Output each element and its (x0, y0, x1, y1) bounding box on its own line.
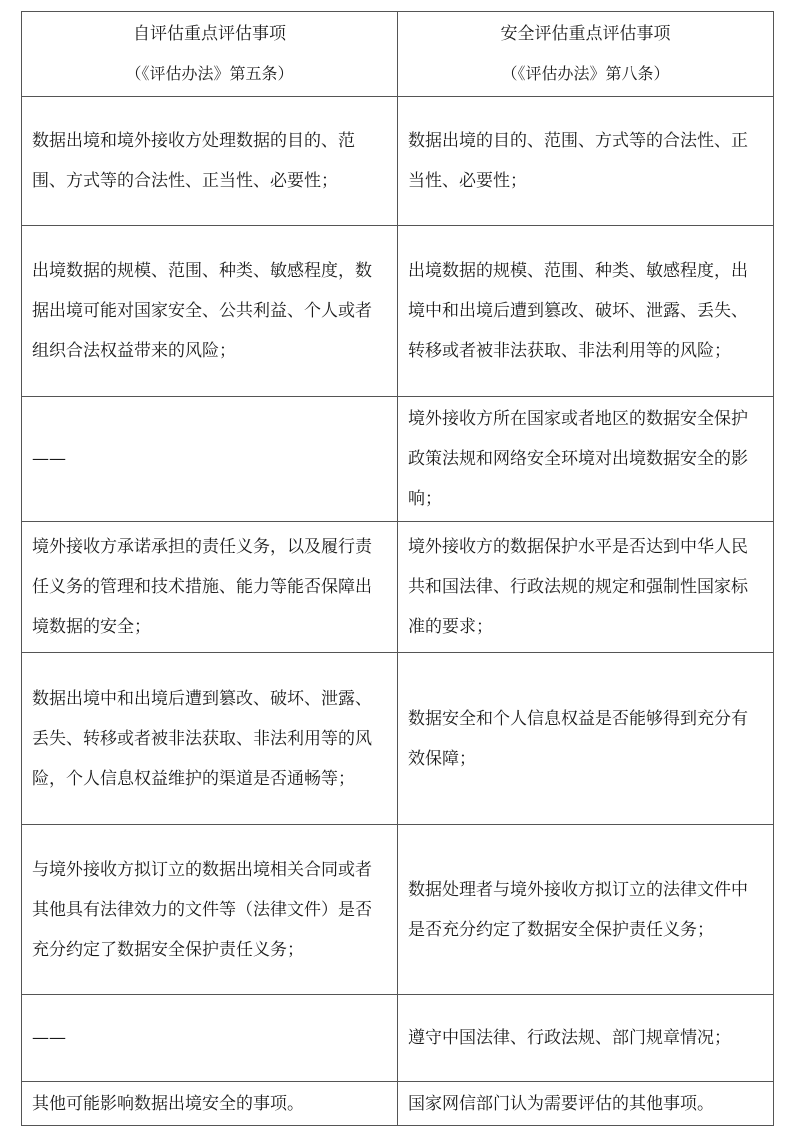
security-assessment-cell: 境外接收方的数据保护水平是否达到中华人民共和国法律、行政法规的规定和强制性国家标准的要求； (398, 522, 774, 653)
header-title: 自评估重点评估事项 (133, 24, 286, 44)
self-assessment-cell: 其他可能影响数据出境安全的事项。 (22, 1082, 398, 1126)
security-assessment-cell: 遵守中国法律、行政法规、部门规章情况； (398, 995, 774, 1082)
comparison-table-container (21, 11, 773, 1126)
self-assessment-cell: 与境外接收方拟订立的数据出境相关合同或者其他具有法律效力的文件等（法律文件）是否充分约定了数据安全保护责任义务； (22, 825, 398, 995)
self-assessment-cell: 数据出境和境外接收方处理数据的目的、范围、方式等的合法性、正当性、必要性； (22, 97, 398, 226)
self-assessment-cell: 出境数据的规模、范围、种类、敏感程度，数据出境可能对国家安全、公共利益、个人或者组织合法权益带来的风险； (22, 226, 398, 397)
table-row (22, 226, 774, 397)
table-row (22, 97, 774, 226)
header-title: 安全评估重点评估事项 (500, 24, 671, 44)
table-row (22, 397, 774, 522)
security-assessment-cell: 数据出境的目的、范围、方式等的合法性、正当性、必要性； (398, 97, 774, 226)
table-row (22, 1082, 774, 1126)
security-assessment-cell: 国家网信部门认为需要评估的其他事项。 (398, 1082, 774, 1126)
security-assessment-cell: 出境数据的规模、范围、种类、敏感程度，出境中和出境后遭到篡改、破坏、泄露、丢失、转移或者被非法获取、非法利用等的风险； (398, 226, 774, 397)
self-assessment-cell: 数据出境中和出境后遭到篡改、破坏、泄露、丢失、转移或者被非法获取、非法利用等的风险，个人信息权益维护的渠道是否通畅等； (22, 653, 398, 825)
self-assessment-cell: —— (22, 397, 398, 522)
header-source: （《评估办法》第八条） (501, 64, 670, 83)
assessment-comparison-table (21, 11, 774, 1126)
table-row (22, 653, 774, 825)
table-header-row (22, 12, 774, 97)
self-assessment-cell: —— (22, 995, 398, 1082)
security-assessment-cell: 数据处理者与境外接收方拟订立的法律文件中是否充分约定了数据安全保护责任义务； (398, 825, 774, 995)
header-self-assessment (22, 12, 398, 97)
table-row (22, 522, 774, 653)
table-row (22, 825, 774, 995)
header-source: （《评估办法》第五条） (125, 64, 294, 83)
self-assessment-cell: 境外接收方承诺承担的责任义务，以及履行责任义务的管理和技术措施、能力等能否保障出境数据的安全； (22, 522, 398, 653)
security-assessment-cell: 数据安全和个人信息权益是否能够得到充分有效保障； (398, 653, 774, 825)
table-row (22, 995, 774, 1082)
header-security-assessment (398, 12, 774, 97)
security-assessment-cell: 境外接收方所在国家或者地区的数据安全保护政策法规和网络安全环境对出境数据安全的影响； (398, 397, 774, 522)
